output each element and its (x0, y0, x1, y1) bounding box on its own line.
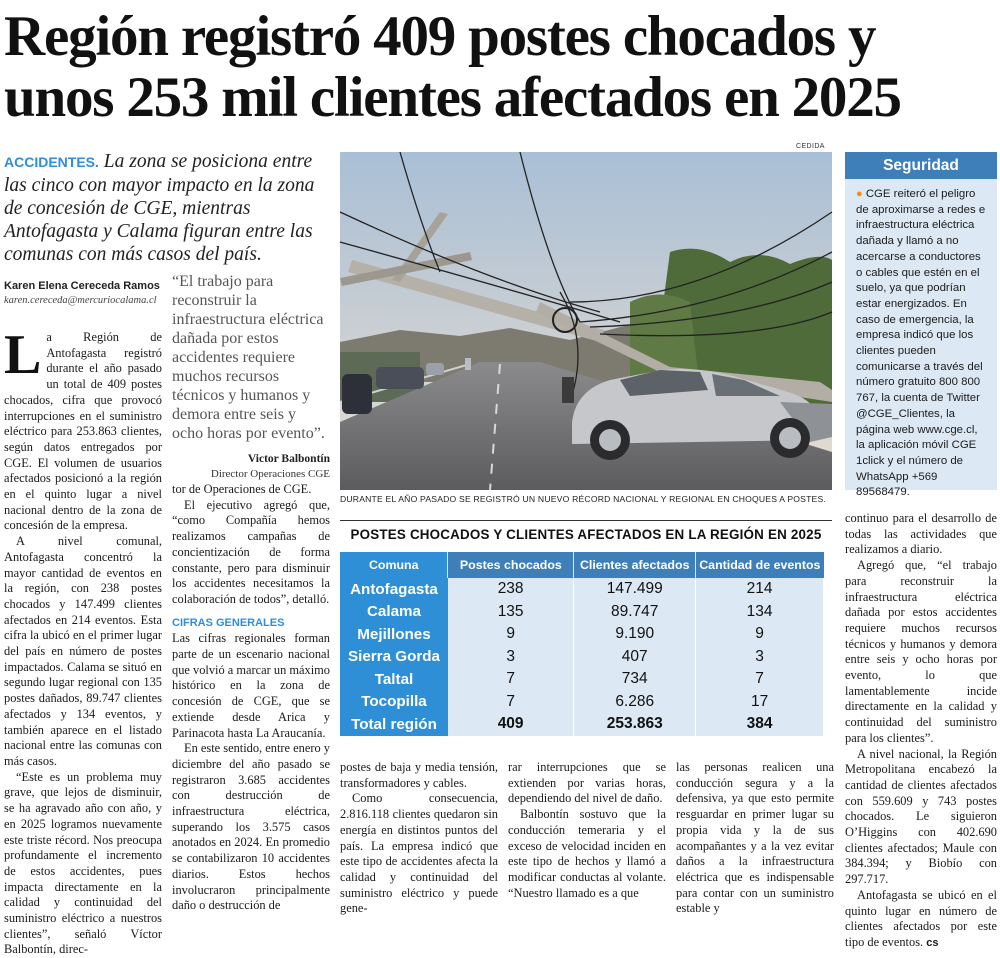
article-paragraph: Agregó que, “el trabajo para reconstruir la infraestructura eléctrica dañada por estos accidentes requiere muchos recursos técnicos y humanos y demora entre seis y ocho horas por evento, lo que lamentablemente incide directamente en la calidad y continuidad del suministro para los clientes”. (845, 558, 997, 745)
table-cell: 9 (696, 623, 824, 646)
table-cell: 3 (448, 646, 574, 669)
table-cell: 7 (448, 668, 574, 691)
table-cell: Sierra Gorda (340, 646, 448, 669)
table-cell: 7 (448, 691, 574, 714)
article-paragraph: “Este es un problema muy grave, que lejos de disminuir, se ha agravado año con año, y en 2025 logramos nuevamente este triste récord. Nos preocupa profundamente el incremento de estos accidentes, pues impacta directamente en la calidad y continuidad del suministro eléctrico a nuestros clientes”, señaló Víctor Balbontín, direc- (4, 769, 162, 957)
article-paragraph: rar interrupciones que se extienden por varias horas, dependiendo del nivel de daño. (508, 760, 666, 806)
table-cell: Antofagasta (340, 578, 448, 601)
headline: Región registró 409 postes chocados y unos 253 mil clientes afectados en 2025 (4, 5, 901, 129)
table-row (340, 601, 824, 624)
table-cell: 6.286 (574, 691, 696, 714)
bullet-icon: ● (856, 188, 863, 200)
article-paragraph: Las cifras regionales forman parte de un escenario nacional que volvió a marcar un máximo histórico en la zona de concesión de CGE, que se extiende desde Arica y Parinacota hasta La Araucanía. (172, 631, 330, 740)
table-cell: Taltal (340, 668, 448, 691)
news-photo (340, 152, 832, 490)
article-column-2 (172, 482, 330, 914)
table-cell: 214 (696, 578, 824, 601)
table-header: Clientes afectados (574, 552, 696, 578)
end-mark: cs (926, 936, 939, 949)
article-paragraph: las personas realicen una conducción segura y a la defensiva, ya que esto permite resguardar en primer lugar su propia vida y la de sus acompañantes y a la vez evitar daños a la infraestructura eléctrica que es indispensable para contar con un suministro estable y (676, 760, 834, 916)
pull-quote-author: Victor Balbontín (247, 453, 330, 465)
table-cell: Calama (340, 601, 448, 624)
article-column-4 (508, 760, 666, 901)
table-header-row (340, 552, 824, 578)
table-cell: 9 (448, 623, 574, 646)
pull-quote (172, 272, 330, 480)
table-cell: 384 (696, 713, 824, 736)
table-title: POSTES CHOCADOS Y CLIENTES AFECTADOS EN LA REGIÓN EN 2025 (340, 520, 832, 548)
section-kicker: ACCIDENTES. (4, 154, 99, 170)
subhead: CIFRAS GENERALES (172, 616, 285, 629)
article-column-1 (4, 324, 162, 958)
author-name: Karen Elena Cereceda Ramos (4, 280, 160, 292)
table-cell: Tocopilla (340, 691, 448, 714)
sidebar-title: Seguridad (845, 152, 997, 179)
table-row (340, 623, 824, 646)
drop-cap: L (4, 324, 42, 386)
table-cell: Mejillones (340, 623, 448, 646)
table-cell: 238 (448, 578, 574, 601)
table-cell: Total región (340, 713, 448, 736)
article-paragraph: A nivel comunal, Antofagasta concentró la mayor cantidad de eventos en la región, con 238 postes chocados y 147.499 clientes afectados en 214 eventos. Esta cifra la ubicó en el primer lugar del país en número de postes impactados. Calama se situó en segundo lugar regional con 135 postes dañados, 89.747 clientes afectados y 134 eventos, y también aparece en el listado nacional entre las comunas con más casos. (4, 534, 162, 768)
byline (4, 280, 166, 306)
lead-text: La zona se posiciona entre las cinco con mayor impacto en la zona de concesión de CGE, mientras Antofagasta y Calama figuran entre las comunas con más casos del país. (4, 151, 315, 265)
table-row (340, 691, 824, 714)
crashed-car-pole-illustration (340, 152, 832, 490)
article-paragraph: tor de Operaciones de CGE. (172, 482, 312, 496)
table-cell: 253.863 (574, 713, 696, 736)
article-paragraph: Balbontín sostuvo que la conducción temeraria y el exceso de velocidad inciden en este tipo de hechos y llamó a modificar conductas al volante. “Nuestro llamado es a que (508, 807, 666, 900)
table-cell: 3 (696, 646, 824, 669)
article-paragraph: El ejecutivo agregó que, “como Compañía hemos realizamos campañas de concientización de forma constante, pero para disminuir los accidentes necesitamos la colaboración de todos”, detalló. (172, 497, 330, 606)
article-paragraph: Como consecuencia, 2.816.118 clientes quedaron sin energía en distintos puntos del país. La empresa indicó que este tipo de accidentes afecta la calidad y continuidad del suministro eléctrico y puede gene- (340, 791, 498, 916)
article-paragraph: postes de baja y media tensión, transformadores y cables. (340, 760, 498, 790)
table-cell: 734 (574, 668, 696, 691)
table-cell: 17 (696, 691, 824, 714)
table-total-row (340, 713, 824, 736)
table-cell: 134 (696, 601, 824, 624)
article-column-6 (845, 511, 997, 952)
table-header: Comuna (340, 552, 448, 578)
table-cell: 9.190 (574, 623, 696, 646)
table-cell: 135 (448, 601, 574, 624)
table-header: Postes chocados (448, 552, 574, 578)
table-cell: 89.747 (574, 601, 696, 624)
table-cell: 407 (574, 646, 696, 669)
article-paragraph: En este sentido, entre enero y diciembre del año pasado se registraron 3.685 accidentes con destrucción de infraestructura eléctrica, superando los 3.575 casos anotados en 2024. En promedio se contabilizaron 10 accidentes diarios. Estos hechos involucraron principalmente daño o destrucción de (172, 741, 330, 913)
security-sidebar (845, 152, 997, 499)
table-cell: 7 (696, 668, 824, 691)
sidebar-text: ● CGE reiteró el peligro de aproximarse a redes e infraestructura eléctrica dañada y llamó a no acercarse a conductores o cables que estén en el suelo, ya que podrían estar energizados. En caso de emergencia, la empresa indicó que los clientes pueden comunicarse a través del número gratuito 800 800 767, la cuenta de Twitter @CGE_Clientes, la página web www.cge.cl, la aplicación móvil CGE 1click y el número de WhatsApp +569 89568479. (856, 188, 986, 499)
data-table (340, 552, 824, 736)
photo-credit: CEDIDA (796, 143, 825, 150)
data-table-block (340, 520, 832, 736)
pull-quote-role: Director Operaciones CGE (210, 468, 330, 480)
pull-quote-text: “El trabajo para reconstruir la infraestructura eléctrica dañada por estos accidentes requiere muchos recursos técnicos y humanos y demora entre seis y ocho horas por evento”. (172, 273, 325, 442)
table-header: Cantidad de eventos (696, 552, 824, 578)
photo-caption: DURANTE EL AÑO PASADO SE REGISTRÓ UN NUEVO RÉCORD NACIONAL Y REGIONAL EN CHOQUES A POSTES. (340, 494, 826, 504)
article-column-5 (676, 760, 834, 917)
table-row (340, 578, 824, 601)
table-cell: 147.499 (574, 578, 696, 601)
author-email: karen.cereceda@mercuriocalama.cl (4, 295, 157, 306)
table-row (340, 668, 824, 691)
table-row (340, 646, 824, 669)
article-paragraph: continuo para el desarrollo de todas las actividades que realizamos a diario. (845, 511, 997, 557)
article-column-3 (340, 760, 498, 917)
article-paragraph: Antofagasta se ubicó en el quinto lugar en número de clientes afectados por este tipo de eventos. cs (845, 887, 997, 949)
article-paragraph: A nivel nacional, la Región Metropolitana encabezó la cantidad de clientes afectados con 559.609 y 743 postes chocados. Le siguieron O’Higgins con 402.690 clientes afectados; Maule con 384.394; y Biobío con 297.717. (845, 746, 997, 887)
lead-paragraph (4, 150, 330, 266)
article-paragraph: La Región de Antofagasta registró durante el año pasado un total de 409 postes chocados, cifra que provocó interrupciones en el suministro eléctrico para 253.863 clientes, según datos entregados por CGE. El volumen de usuarios afectados posicionó a la región en el quinto lugar a nivel nacional dentro de la zona de concesión de la empresa. (4, 324, 162, 533)
table-cell: 409 (448, 713, 574, 736)
